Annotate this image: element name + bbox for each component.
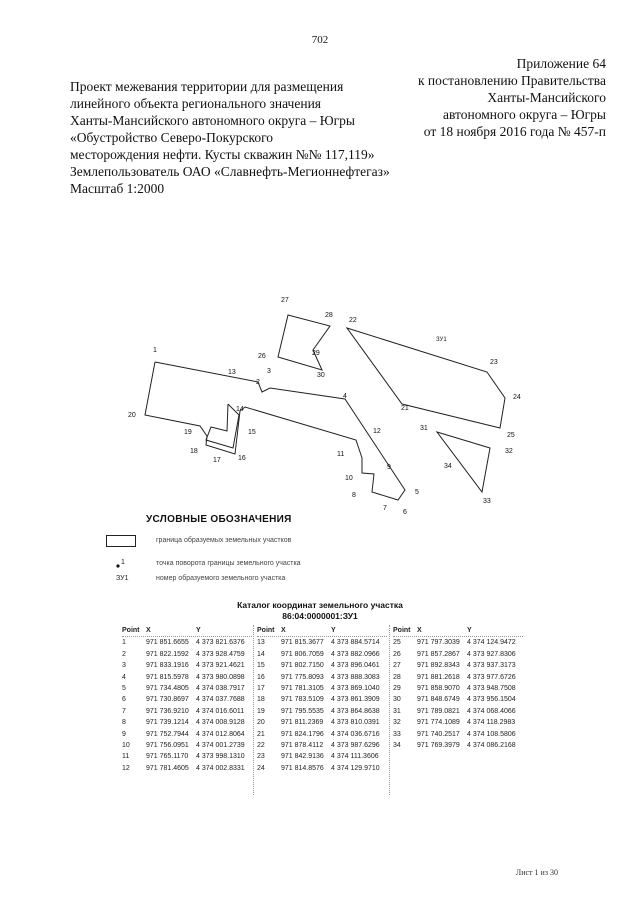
- table-header: [122, 625, 252, 637]
- parcel-map: [110, 290, 530, 520]
- table-cell: 33: [393, 730, 401, 738]
- table-cell: 971 851.6655: [146, 639, 189, 647]
- table-row: [393, 660, 523, 671]
- point-label: 21: [401, 405, 409, 412]
- point-label: 13: [228, 369, 236, 376]
- title-line: Землепользователь ОАО «Славнефть-Мегионнефтегаз»: [70, 164, 390, 179]
- table-header: [393, 625, 523, 637]
- point-label: 1: [153, 347, 157, 354]
- title-line: линейного объекта регионального значения: [70, 96, 322, 111]
- table-cell: 971 815.3677: [281, 639, 324, 647]
- table-row: [257, 717, 387, 728]
- appendix-line: автономного округа – Югры: [443, 107, 606, 122]
- table-row: [393, 683, 523, 694]
- table-row: [257, 706, 387, 717]
- sheet-number: Лист 1 из 30: [515, 868, 558, 877]
- table-cell: 971 736.9210: [146, 707, 189, 715]
- point-label: 28: [325, 312, 333, 319]
- table-cell: 2: [122, 650, 126, 658]
- table-cell: 16: [257, 673, 265, 681]
- table-cell: 971 739.1214: [146, 719, 189, 727]
- table-cell: 13: [257, 639, 265, 647]
- table-cell: 971 815.5978: [146, 673, 189, 681]
- table-cell: 971 781.3105: [281, 684, 324, 692]
- point-label: 27: [281, 297, 289, 304]
- table-row: [257, 729, 387, 740]
- table-cell: 21: [257, 730, 265, 738]
- table-cell: 18: [257, 696, 265, 704]
- table-cell: 971 878.4112: [281, 741, 324, 749]
- table-cell: 4 373 937.3173: [467, 662, 516, 670]
- point-label: 22: [349, 317, 357, 324]
- point-label: 15: [248, 429, 256, 436]
- table-cell: 4 373 896.0461: [331, 662, 380, 670]
- table-cell: 971 789.0821: [417, 707, 460, 715]
- table-cell: 17: [257, 684, 265, 692]
- table-cell: 4 373 882.0966: [331, 650, 380, 658]
- title-line: Масштаб 1:2000: [70, 181, 165, 196]
- table-cell: 971 806.7059: [281, 650, 324, 658]
- header-cell: Y: [331, 627, 336, 634]
- table-cell: 4 374 008.9128: [196, 719, 245, 727]
- table-cell: 4 373 977.6726: [467, 673, 516, 681]
- table-cell: 971 892.8343: [417, 662, 460, 670]
- table-row: [393, 649, 523, 660]
- point-label: 30: [317, 372, 325, 379]
- point-label: 33: [483, 498, 491, 505]
- table-cell: 971 822.1592: [146, 650, 189, 658]
- point-label: 11: [337, 451, 345, 458]
- table-cell: 971 814.8576: [281, 764, 324, 772]
- table-cell: 4 373 948.7508: [467, 684, 516, 692]
- table-row: [122, 637, 252, 648]
- legend-item-point: [106, 558, 406, 572]
- table-cell: 971 802.7150: [281, 662, 324, 670]
- table-cell: 971 783.5109: [281, 696, 324, 704]
- table-row: [257, 694, 387, 705]
- coordinate-table-col1: [122, 625, 252, 774]
- table-cell: 12: [122, 764, 130, 772]
- header-cell: Y: [196, 627, 201, 634]
- table-cell: 971 858.9070: [417, 684, 460, 692]
- title-line: месторождения нефти. Кусты скважин №№ 117,119»: [70, 147, 375, 162]
- table-cell: 971 769.3979: [417, 741, 460, 749]
- table-row: [257, 683, 387, 694]
- header-cell: Y: [467, 627, 472, 634]
- table-header: [257, 625, 387, 637]
- table-cell: 4 374 037.7688: [196, 696, 245, 704]
- table-row: [393, 729, 523, 740]
- table-row: [257, 740, 387, 751]
- table-cell: 4: [122, 673, 126, 681]
- table-row: [393, 694, 523, 705]
- legend-text: номер образуемого земельного участка: [156, 575, 286, 582]
- point-label: 7: [383, 505, 387, 512]
- title-line: Ханты-Мансийского автономного округа – Югры: [70, 113, 355, 128]
- appendix-line: Приложение 64: [516, 56, 606, 71]
- title-line: «Обустройство Северо-Покурского: [70, 130, 274, 145]
- table-cell: 971 730.8697: [146, 696, 189, 704]
- parcel-label: ЗУ1: [436, 337, 447, 343]
- table-cell: 28: [393, 673, 401, 681]
- table-row: [257, 637, 387, 648]
- table-cell: 4 373 864.8638: [331, 707, 380, 715]
- point-label: 19: [184, 429, 192, 436]
- table-cell: 4 373 810.0391: [331, 719, 380, 727]
- table-cell: 3: [122, 662, 126, 670]
- table-cell: 971 842.9136: [281, 753, 324, 761]
- table-row: [122, 706, 252, 717]
- point-label: 29: [312, 350, 320, 357]
- table-cell: 971 833.1916: [146, 662, 189, 670]
- point-label: 14: [236, 406, 244, 413]
- table-row: [393, 740, 523, 751]
- point-label: 16: [238, 455, 246, 462]
- boundary-zu1: [347, 328, 505, 428]
- title-line: Проект межевания территории для размещения: [70, 79, 344, 94]
- table-cell: 4 374 012.8064: [196, 730, 245, 738]
- table-row: [122, 683, 252, 694]
- table-cell: 971 857.2867: [417, 650, 460, 658]
- document-title: [70, 78, 440, 197]
- table-cell: 4 373 998.1310: [196, 753, 245, 761]
- point-label: 31: [420, 425, 428, 432]
- table-cell: 6: [122, 696, 126, 704]
- point-label: 5: [415, 489, 419, 496]
- table-cell: 971 774.1089: [417, 719, 460, 727]
- table-row: [393, 706, 523, 717]
- header-cell: X: [281, 627, 286, 634]
- point-label: 25: [507, 432, 515, 439]
- table-cell: 19: [257, 707, 265, 715]
- table-cell: 24: [257, 764, 265, 772]
- table-cell: 971 795.5535: [281, 707, 324, 715]
- point-label: 26: [258, 353, 266, 360]
- table-cell: 4 373 928.4759: [196, 650, 245, 658]
- point-label: 2: [256, 379, 260, 386]
- table-cell: 25: [393, 639, 401, 647]
- table-cell: 4 374 108.5806: [467, 730, 516, 738]
- table-cell: 4 373 956.1504: [467, 696, 516, 704]
- boundary-east: [437, 432, 490, 492]
- table-row: [257, 672, 387, 683]
- table-cell: 971 752.7944: [146, 730, 189, 738]
- table-row: [122, 751, 252, 762]
- legend-title: УСЛОВНЫЕ ОБОЗНАЧЕНИЯ: [146, 514, 292, 525]
- point-label: 23: [490, 359, 498, 366]
- point-label: 8: [352, 492, 356, 499]
- table-cell: 20: [257, 719, 265, 727]
- table-cell: 971 740.2517: [417, 730, 460, 738]
- table-cell: 14: [257, 650, 265, 658]
- header-cell: Point: [393, 627, 411, 634]
- table-cell: 971 756.0951: [146, 741, 189, 749]
- header-cell: X: [417, 627, 422, 634]
- table-cell: 4 374 036.6716: [331, 730, 380, 738]
- table-cell: 4 374 124.9472: [467, 639, 516, 647]
- point-label: 10: [345, 475, 353, 482]
- table-cell: 971 848.6749: [417, 696, 460, 704]
- table-row: [393, 672, 523, 683]
- table-cell: 31: [393, 707, 401, 715]
- table-row: [257, 751, 387, 762]
- table-cell: 4 373 921.4621: [196, 662, 245, 670]
- table-row: [122, 729, 252, 740]
- point-label: 18: [190, 448, 198, 455]
- table-row: [257, 763, 387, 774]
- table-row: [122, 717, 252, 728]
- appendix-line: от 18 ноября 2016 года № 457-п: [423, 124, 606, 139]
- table-row: [122, 672, 252, 683]
- svg-text:1: 1: [121, 559, 125, 566]
- table-cell: 4 374 002.8331: [196, 764, 245, 772]
- point-label: 17: [213, 457, 221, 464]
- table-cell: 971 765.1170: [146, 753, 189, 761]
- boundary-north: [278, 315, 330, 370]
- table-cell: 971 734.4805: [146, 684, 189, 692]
- legend-text: точка поворота границы земельного участка: [156, 560, 301, 567]
- table-cell: 4 374 129.9710: [331, 764, 380, 772]
- table-cell: 30: [393, 696, 401, 704]
- table-row: [122, 694, 252, 705]
- table-cell: 15: [257, 662, 265, 670]
- table-cell: 971 781.4605: [146, 764, 189, 772]
- point-label: 12: [373, 428, 381, 435]
- table-cell: 4 373 884.5714: [331, 639, 380, 647]
- table-cell: 4 374 068.4066: [467, 707, 516, 715]
- table-cell: 971 811.2369: [281, 719, 324, 727]
- table-cell: 4 373 869.1040: [331, 684, 380, 692]
- boundary-swatch: [106, 535, 136, 547]
- boundary-pad: [206, 404, 239, 448]
- legend-item-parcel-number: [106, 573, 406, 587]
- table-cell: 32: [393, 719, 401, 727]
- header-cell: Point: [257, 627, 275, 634]
- appendix-line: Ханты-Мансийского: [487, 90, 606, 105]
- table-cell: 4 373 927.8306: [467, 650, 516, 658]
- point-label: 20: [128, 412, 136, 419]
- table-row: [393, 637, 523, 648]
- table-cell: 4 373 987.6296: [331, 741, 380, 749]
- table-cell: 8: [122, 719, 126, 727]
- table-cell: 971 775.8093: [281, 673, 324, 681]
- table-cell: 4 374 111.3606: [331, 753, 379, 761]
- table-cell: 4 374 038.7917: [196, 684, 245, 692]
- point-label: 34: [444, 463, 452, 470]
- table-cell: 29: [393, 684, 401, 692]
- parcel-number-swatch: ЗУ1: [116, 575, 129, 582]
- table-row: [122, 763, 252, 774]
- table-row: [257, 660, 387, 671]
- table-row: [393, 717, 523, 728]
- table-cell: 9: [122, 730, 126, 738]
- table-cell: 4 374 016.6011: [196, 707, 245, 715]
- legend-item-boundary: [106, 535, 406, 549]
- table-cell: 971 881.2618: [417, 673, 460, 681]
- point-label: 4: [343, 393, 347, 400]
- coordinate-table-col2: [257, 625, 387, 774]
- catalog-title-line: 86:04:0000001:ЗУ1: [282, 611, 358, 621]
- table-cell: 10: [122, 741, 130, 749]
- table-cell: 4 374 001.2739: [196, 741, 245, 749]
- point-label: 3: [267, 368, 271, 375]
- table-cell: 971 824.1796: [281, 730, 324, 738]
- point-swatch: [106, 558, 136, 570]
- catalog-title-line: Каталог координат земельного участка: [237, 600, 403, 610]
- table-row: [257, 649, 387, 660]
- appendix-line: к постановлению Правительства: [417, 73, 606, 88]
- table-row: [122, 660, 252, 671]
- point-label: 24: [513, 394, 521, 401]
- table-cell: 4 373 821.6376: [196, 639, 245, 647]
- table-cell: 23: [257, 753, 265, 761]
- table-cell: 27: [393, 662, 401, 670]
- table-cell: 4 373 861.3909: [331, 696, 380, 704]
- table-cell: 34: [393, 741, 401, 749]
- catalog-title: [0, 600, 640, 622]
- table-cell: 4 374 086.2168: [467, 741, 516, 749]
- legend-text: граница образуемых земельных участков: [156, 537, 292, 544]
- table-cell: 4 374 118.2983: [467, 719, 516, 727]
- table-cell: 11: [122, 753, 130, 761]
- table-cell: 5: [122, 684, 126, 692]
- page-number: 702: [311, 34, 329, 46]
- table-cell: 4 373 980.0898: [196, 673, 245, 681]
- header-cell: Point: [122, 627, 140, 634]
- table-cell: 971 797.3039: [417, 639, 460, 647]
- point-label: 9: [387, 464, 391, 471]
- header-cell: X: [146, 627, 151, 634]
- point-label: 32: [505, 448, 513, 455]
- table-row: [122, 740, 252, 751]
- point-label: 6: [403, 509, 407, 516]
- table-cell: 1: [122, 639, 126, 647]
- table-cell: 4 373 888.3083: [331, 673, 380, 681]
- table-cell: 7: [122, 707, 126, 715]
- table-row: [122, 649, 252, 660]
- table-cell: 22: [257, 741, 265, 749]
- table-cell: 26: [393, 650, 401, 658]
- coordinate-table-col3: [393, 625, 523, 751]
